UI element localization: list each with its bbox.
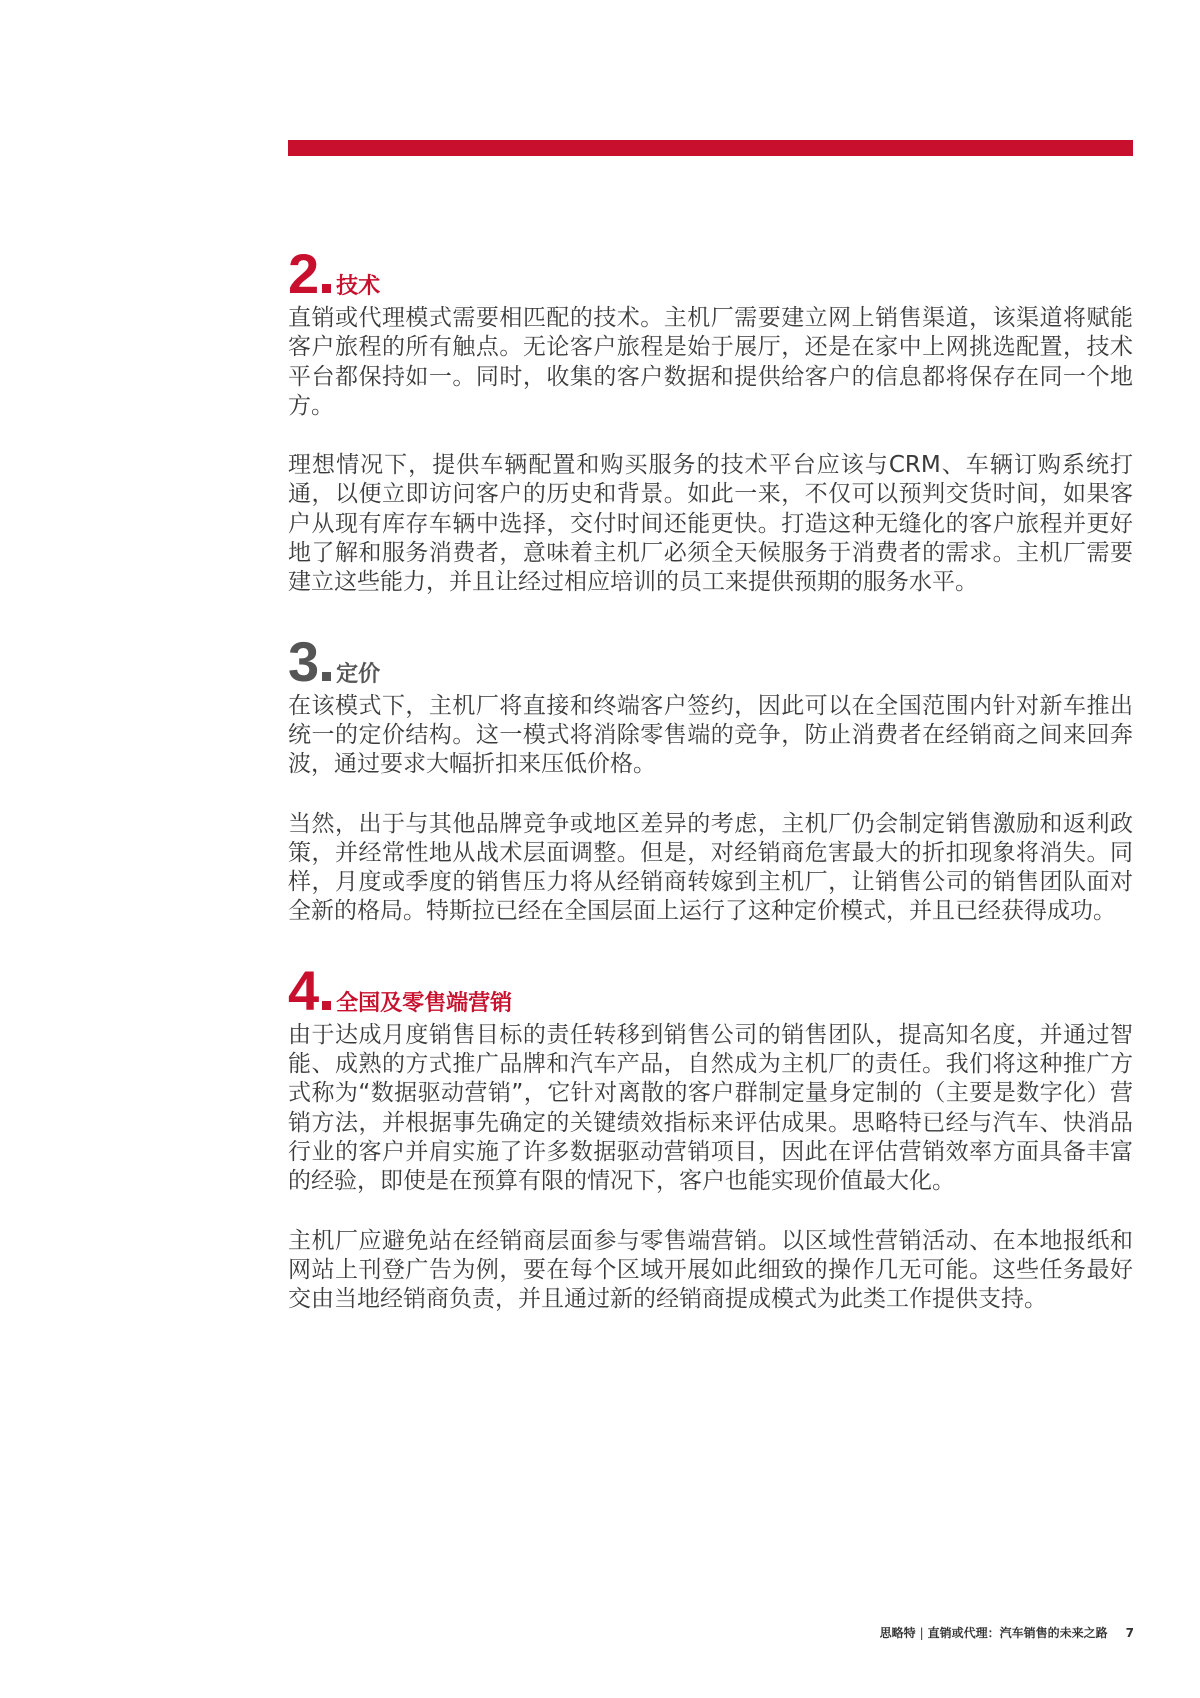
page-number: 7 <box>1125 1626 1134 1640</box>
section-heading <box>288 629 1133 693</box>
paragraph: 在该模式下，主机厂将直接和终端客户签约，因此可以在全国范围内针对新车推出统一的定价结构。这一模式将消除零售端的竞争，防止消费者在经销商之间来回奔波，通过要求大幅折扣来压低价格。 <box>288 692 1133 778</box>
section-pricing <box>288 629 1133 927</box>
section-title: 定价 <box>336 661 381 687</box>
section-number: 3 <box>288 629 319 693</box>
heading-square-bullet <box>322 284 331 293</box>
paragraph: 直销或代理模式需要相匹配的技术。主机厂需要建立网上销售渠道，该渠道将赋能客户旅程的所有触点。无论客户旅程是始于展厅，还是在家中上网挑选配置，技术平台都保持如一。同时，收集的客户数据和提供给客户的信息都将保存在同一个地方。 <box>288 305 1133 419</box>
section-number: 4 <box>288 958 319 1022</box>
paragraph: 当然，出于与其他品牌竞争或地区差异的考虑，主机厂仍会制定销售激励和返利政策，并经常性地从战术层面调整。但是，对经销商危害最大的折扣现象将消失。同样，月度或季度的销售压力将从经销商转嫁到主机厂，让销售公司的销售团队面对全新的格局。特斯拉已经在全国层面上运行了这种定价模式，并且已经获得成功。 <box>288 810 1133 925</box>
footer-document-title: 直销或代理：汽车销售的未来之路 <box>927 1626 1108 1640</box>
heading-square-bullet <box>322 1001 331 1010</box>
section-heading <box>288 958 1133 1022</box>
paragraph: 理想情况下，提供车辆配置和购买服务的技术平台应该与CRM、车辆订购系统打通，以便立即访问客户的历史和背景。如此一来，不仅可以预判交货时间，如果客户从现有库存车辆中选择，交付时间还能更快。打造这种无缝化的客户旅程并更好地了解和服务消费者，意味着主机厂必须全天候服务于消费者的需求。主机厂需要建立这些能力，并且让经过相应培训的员工来提供预期的服务水平。 <box>288 452 1133 596</box>
page-footer <box>880 1624 1134 1641</box>
paragraph: 主机厂应避免站在经销商层面参与零售端营销。以区域性营销活动、在本地报纸和网站上刊登广告为例，要在每个区域开展如此细致的操作几无可能。这些任务最好交由当地经销商负责，并且通过新的经销商提成模式为此类工作提供支持。 <box>288 1227 1133 1313</box>
section-number: 2 <box>288 242 319 305</box>
footer-brand: 思略特 <box>879 1626 916 1640</box>
section-title: 技术 <box>336 274 381 299</box>
section-heading <box>288 242 1133 305</box>
paragraph: 由于达成月度销售目标的责任转移到销售公司的销售团队，提高知名度，并通过智能、成熟的方式推广品牌和汽车产品，自然成为主机厂的责任。我们将这种推广方式称为“数据驱动营销”，它针对离散的客户群制定量身定制的（主要是数字化）营销方法，并根据事先确定的关键绩效指标来评估成果。思略特已经与汽车、快消品行业的客户并肩实施了许多数据驱动营销项目，因此在评估营销效率方面具备丰富的经验，即使是在预算有限的情况下，客户也能实现价值最大化。 <box>288 1021 1133 1195</box>
section-technology <box>288 242 1133 598</box>
top-accent-bar <box>288 140 1133 156</box>
section-marketing <box>288 958 1133 1315</box>
section-title: 全国及零售端营销 <box>336 990 513 1016</box>
main-content <box>288 242 1133 1314</box>
footer-separator: | <box>919 1626 924 1640</box>
heading-square-bullet <box>322 672 331 681</box>
